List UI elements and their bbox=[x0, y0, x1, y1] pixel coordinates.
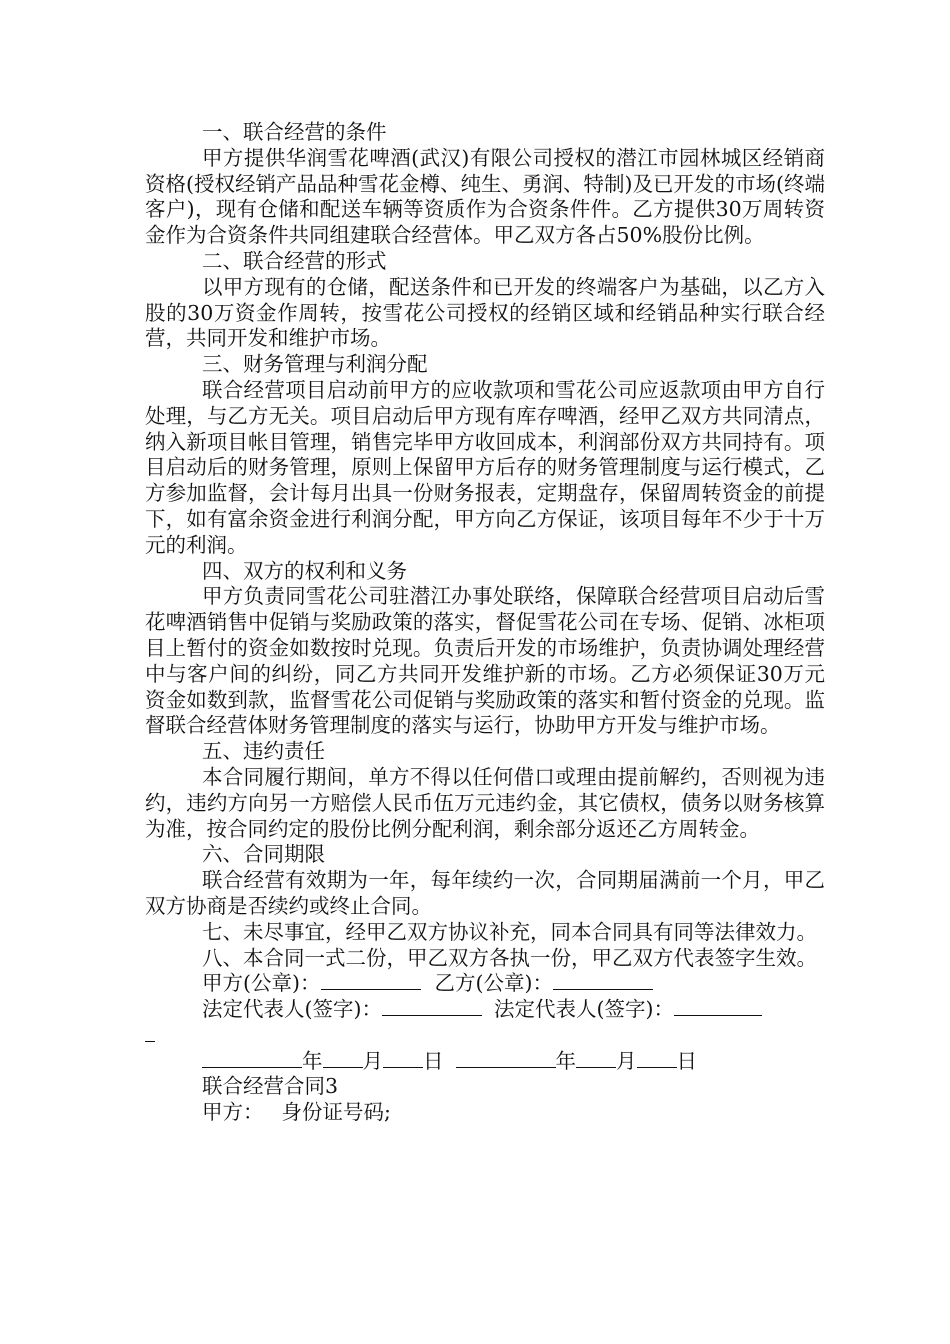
party-b-seal-blank bbox=[553, 971, 653, 990]
legal-rep-a-blank bbox=[382, 997, 482, 1016]
section-body-6: 联合经营有效期为一年，每年续约一次，合同期届满前一个月，甲乙双方协商是否续约或终止合同。 bbox=[145, 868, 825, 918]
date-a-day-blank bbox=[383, 1049, 423, 1068]
contract-page bbox=[145, 120, 825, 1126]
party-a-seal-label: 甲方(公章)： bbox=[202, 971, 321, 996]
section-heading-4: 四、双方的权利和义务 bbox=[202, 558, 407, 583]
date-a-day: 日 bbox=[423, 1048, 444, 1073]
next-contract-title: 联合经营合同3 bbox=[202, 1074, 339, 1099]
next-party-a-label: 甲方： bbox=[202, 1100, 264, 1125]
date-b-day: 日 bbox=[676, 1048, 697, 1073]
date-b-month: 月 bbox=[616, 1048, 637, 1073]
party-b-seal-label: 乙方(公章)： bbox=[434, 971, 553, 996]
section-body-4: 甲方负责同雪花公司驻潜江办事处联络，保障联合经营项目启动后雪花啤酒销售中促销与奖励政策的落实，督促雪花公司在专场、促销、冰柜项目上暂付的资金如数按时兑现。负责后开发的市场维护，负责协调处理经营中与客户间的纠纷，同乙方共同开发维护新的市场。乙方必须保证30万元资金如数到款，监督雪花公司促销与奖励政策的落实和暂付资金的兑现。监督联合经营体财务管理制度的落实与运行，协助甲方开发与维护市场。 bbox=[145, 584, 825, 738]
next-id-label: 身份证号码; bbox=[281, 1100, 391, 1125]
date-b-month-blank bbox=[576, 1049, 616, 1068]
section-body-3: 联合经营项目启动前甲方的应收款项和雪花公司应返款项由甲方自行处理，与乙方无关。项目启动后甲方现有库存啤酒，经甲乙双方共同清点，纳入新项目帐目管理，销售完毕甲方收回成本，利润部份双方共同持有。项目启动后的财务管理，原则上保留甲方后存的财务管理制度与运行模式，乙方参加监督，会计每月出具一份财务报表，定期盘存，保留周转资金的前提下，如有富余资金进行利润分配，甲方向乙方保证，该项目每年不少于十万元的利润。 bbox=[145, 377, 825, 557]
party-a-seal-blank bbox=[321, 971, 421, 990]
legal-rep-b-blank bbox=[674, 997, 762, 1016]
date-row bbox=[145, 1049, 825, 1075]
section-heading-1: 一、联合经营的条件 bbox=[202, 120, 387, 144]
date-a-year: 年 bbox=[302, 1048, 323, 1073]
section-body-2: 以甲方现有的仓储，配送条件和已开发的终端客户为基础，以乙方入股的30万资金作周转，按雪花公司授权的经销区域和经销品种实行联合经营，共同开发和维护市场。 bbox=[145, 274, 825, 351]
date-a-month-blank bbox=[323, 1049, 363, 1068]
clause-7: 七、未尽事宜，经甲乙双方协议补充，同本合同具有同等法律效力。 bbox=[202, 919, 817, 944]
seal-row bbox=[145, 971, 825, 997]
wrap-fragment bbox=[145, 1023, 825, 1049]
section-heading-2: 二、联合经营的形式 bbox=[202, 248, 387, 273]
wrap-blank bbox=[145, 1023, 155, 1042]
clause-8: 八、本合同一式二份，甲乙双方各执一份，甲乙双方代表签字生效。 bbox=[202, 945, 817, 970]
section-heading-5: 五、违约责任 bbox=[202, 739, 325, 764]
legal-rep-row bbox=[145, 997, 825, 1023]
legal-rep-a-label: 法定代表人(签字)： bbox=[202, 997, 382, 1022]
section-heading-6: 六、合同期限 bbox=[202, 842, 325, 867]
section-heading-3: 三、财务管理与利润分配 bbox=[202, 352, 428, 377]
date-b-year: 年 bbox=[555, 1048, 576, 1073]
legal-rep-b-label: 法定代表人(签字)： bbox=[494, 997, 674, 1022]
section-body-5: 本合同履行期间，单方不得以任何借口或理由提前解约，否则视为违约，违约方向另一方赔偿人民币伍万元违约金，其它债权，债务以财务核算为准，按合同约定的股份比例分配利润，剩余部分返还乙方周转金。 bbox=[145, 764, 825, 841]
section-body-1: 甲方提供华润雪花啤酒(武汉)有限公司授权的潜江市园林城区经销商资格(授权经销产品品种雪花金樽、纯生、勇润、特制)及已开发的市场(终端客户)，现有仓储和配送车辆等资质作为合资条件件。乙方提供30万周转资金作为合资条件共同组建联合经营体。甲乙双方各占50%股份比例。 bbox=[145, 145, 825, 248]
date-a-year-blank bbox=[202, 1049, 302, 1068]
date-b-day-blank bbox=[637, 1049, 677, 1068]
date-a-month: 月 bbox=[362, 1048, 383, 1073]
date-b-year-blank bbox=[456, 1049, 556, 1068]
next-party-a-row bbox=[145, 1100, 825, 1126]
